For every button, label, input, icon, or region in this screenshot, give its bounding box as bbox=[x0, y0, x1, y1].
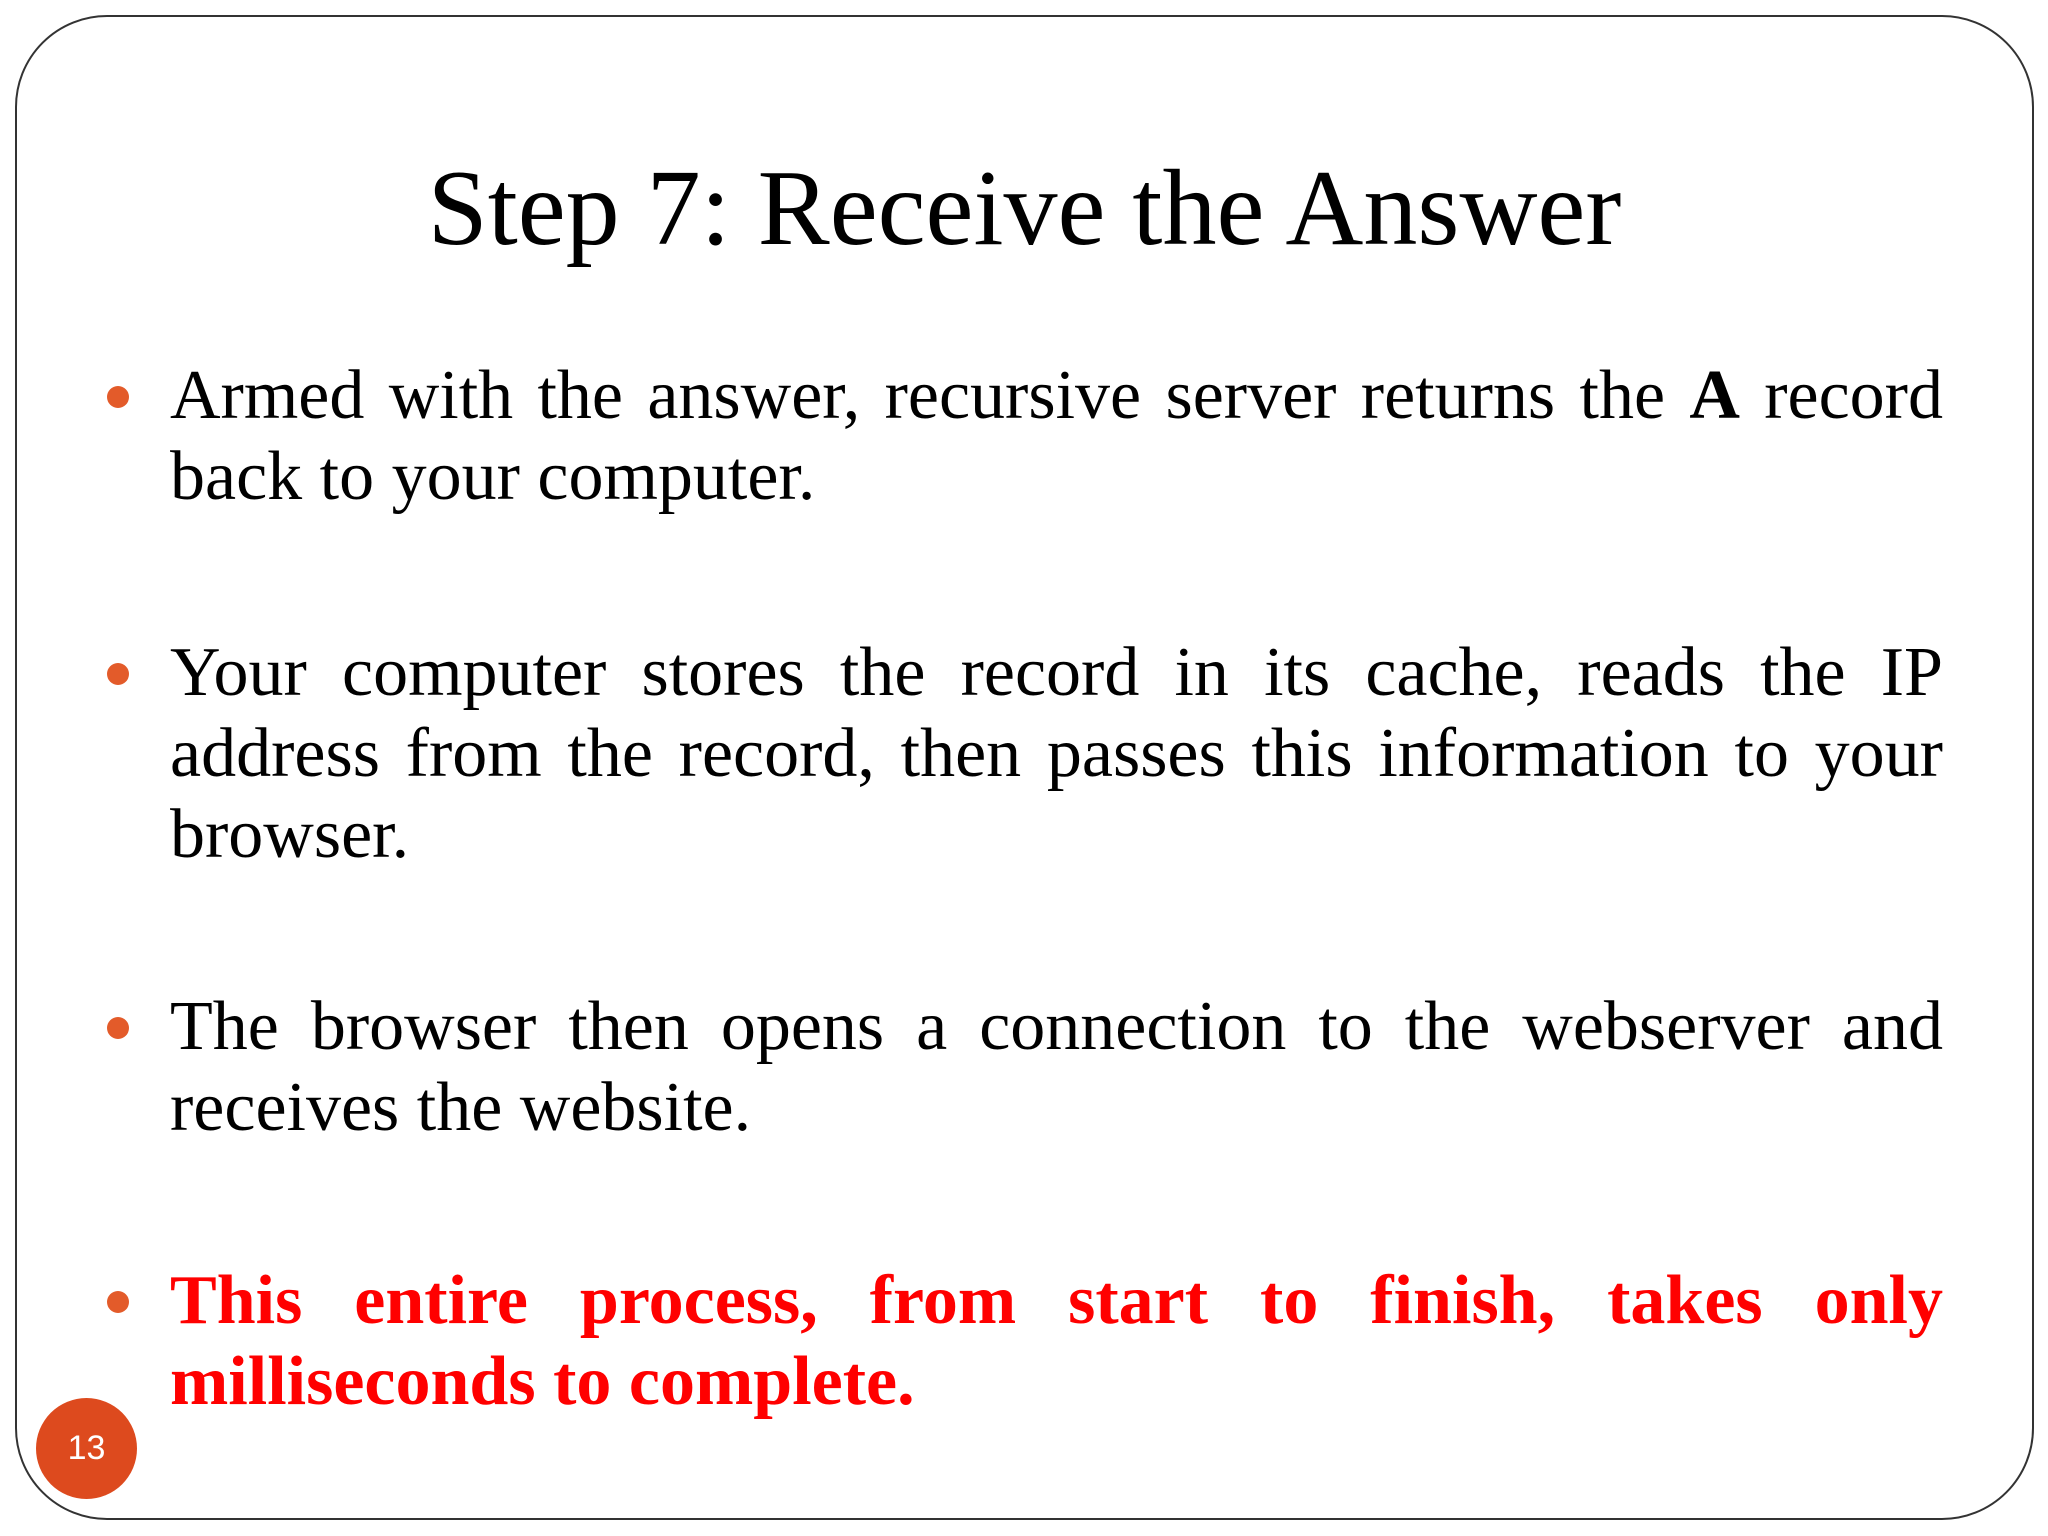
slide-title: Step 7: Receive the Answer bbox=[427, 149, 1622, 268]
bullet-dot-icon bbox=[107, 1017, 129, 1039]
bullet-text: This entire process, from start to finish, takes only milliseconds to complete. bbox=[170, 1262, 1943, 1420]
bullet-dot-icon bbox=[107, 386, 129, 408]
bullet-dot-icon bbox=[107, 1291, 129, 1313]
bullet-text bbox=[170, 357, 1943, 515]
bullet-item bbox=[170, 632, 1943, 875]
bullet-dot-icon bbox=[107, 663, 129, 685]
record-type-emphasis: A bbox=[1689, 357, 1740, 434]
bullet-text-end: record back to your computer. bbox=[170, 357, 1943, 515]
bullet-list bbox=[17, 17, 2032, 1518]
bullet-text: Your computer stores the record in its cache, reads the IP address from the record, then passes this information to your browser. bbox=[170, 634, 1943, 873]
slide bbox=[15, 15, 2034, 1520]
page-number-badge: 13 bbox=[36, 1398, 137, 1499]
bullet-text: The browser then opens a connection to the webserver and receives the website. bbox=[170, 988, 1943, 1146]
bullet-item bbox=[170, 986, 1943, 1148]
bullet-text-start: Armed with the answer, recursive server returns the bbox=[170, 357, 1690, 434]
bullet-item bbox=[170, 355, 1943, 517]
bullet-item-highlight bbox=[170, 1260, 1943, 1422]
